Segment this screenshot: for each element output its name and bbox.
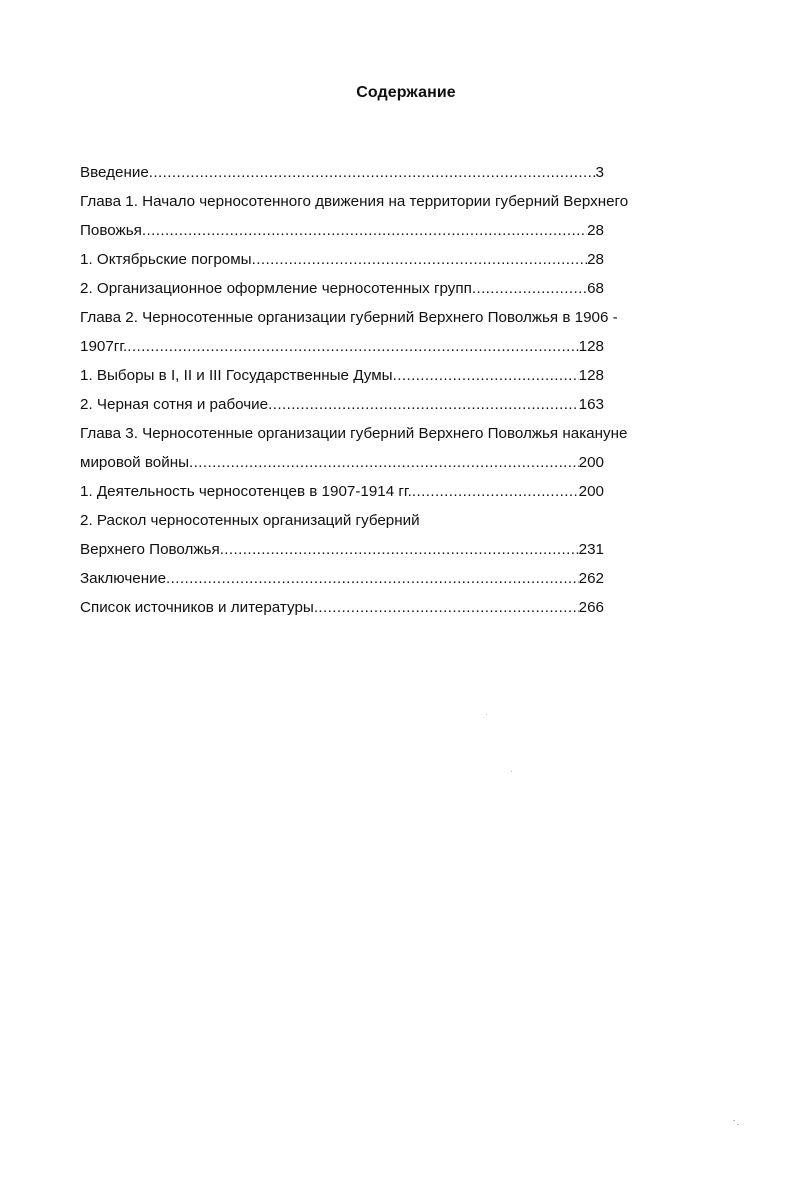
toc-entry-page: 200 xyxy=(578,483,604,500)
table-of-contents xyxy=(80,158,720,622)
toc-entry-label: 2. Черная сотня и рабочие xyxy=(80,396,269,413)
dot-leader xyxy=(314,593,579,622)
dot-leader xyxy=(127,332,578,361)
toc-entry-introduction xyxy=(80,158,604,187)
toc-entry-page: 163 xyxy=(578,396,604,413)
toc-entry-section-3-1 xyxy=(80,477,604,506)
toc-entry-label: 1. Деятельность черносотенцев в 1907-1914 гг. xyxy=(80,483,412,500)
scan-speck xyxy=(737,1124,739,1125)
toc-entry-section-2-1 xyxy=(80,361,604,390)
toc-entry-label: Введение xyxy=(80,164,149,181)
toc-entry-chapter-2-cont xyxy=(80,332,604,361)
toc-entry-chapter-3-cont xyxy=(80,448,604,477)
toc-entry-label: Глава 2. Черносотенные организации губерний Верхнего Поволжья в 1906 - xyxy=(80,309,618,326)
toc-entry-page: 266 xyxy=(578,599,604,616)
toc-entry-page: 68 xyxy=(587,280,604,297)
toc-entry-section-1-2 xyxy=(80,274,604,303)
toc-entry-label: 2. Организационное оформление черносотенных групп xyxy=(80,280,472,297)
dot-leader xyxy=(149,158,596,187)
toc-entry-chapter-1-cont xyxy=(80,216,604,245)
page-title: Содержание xyxy=(356,84,456,101)
dot-leader xyxy=(166,564,579,593)
toc-entry-page: 128 xyxy=(578,367,604,384)
toc-entry-section-1-1 xyxy=(80,245,604,274)
toc-entry-section-3-2-cont xyxy=(80,535,604,564)
dot-leader xyxy=(268,390,579,419)
toc-entry-label: Заключение xyxy=(80,570,167,587)
scan-speck xyxy=(511,771,512,772)
toc-entry-section-2-2 xyxy=(80,390,604,419)
toc-entry-label: Повожья xyxy=(80,222,142,239)
toc-entry-section-3-2 xyxy=(80,506,720,535)
toc-entry-page: 128 xyxy=(578,338,604,355)
dot-leader xyxy=(189,448,579,477)
toc-entry-label: 1907гг. xyxy=(80,338,128,355)
toc-entry-label: Глава 3. Черносотенные организации губерний Верхнего Поволжья накануне xyxy=(80,425,628,442)
dot-leader xyxy=(472,274,587,303)
toc-entry-chapter-2 xyxy=(80,303,720,332)
scan-speck xyxy=(733,1120,735,1121)
toc-entry-label: Верхнего Поволжья xyxy=(80,541,220,558)
toc-entry-page: 200 xyxy=(578,454,604,471)
toc-entry-page: 28 xyxy=(587,222,604,239)
toc-entry-page: 3 xyxy=(595,164,604,181)
toc-entry-conclusion xyxy=(80,564,604,593)
dot-leader xyxy=(412,477,579,506)
toc-entry-label: 2. Раскол черносотенных организаций губерний xyxy=(80,512,420,529)
dot-leader xyxy=(252,245,587,274)
toc-entry-page: 28 xyxy=(587,251,604,268)
dot-leader xyxy=(393,361,579,390)
toc-entry-label: Список источников и литературы xyxy=(80,599,314,616)
toc-entry-page: 231 xyxy=(578,541,604,558)
dot-leader xyxy=(220,535,579,564)
toc-entry-label: 1. Октябрьские погромы xyxy=(80,251,252,268)
toc-entry-chapter-1 xyxy=(80,187,720,216)
scan-speck xyxy=(486,714,487,715)
toc-entry-page: 262 xyxy=(578,570,604,587)
toc-entry-bibliography xyxy=(80,593,604,622)
toc-entry-label: мировой войны xyxy=(80,454,189,471)
dot-leader xyxy=(142,216,587,245)
toc-entry-label: 1. Выборы в I, II и III Государственные Думы xyxy=(80,367,393,384)
toc-entry-label: Глава 1. Начало черносотенного движения на территории губерний Верхнего xyxy=(80,193,629,210)
toc-entry-chapter-3 xyxy=(80,419,720,448)
